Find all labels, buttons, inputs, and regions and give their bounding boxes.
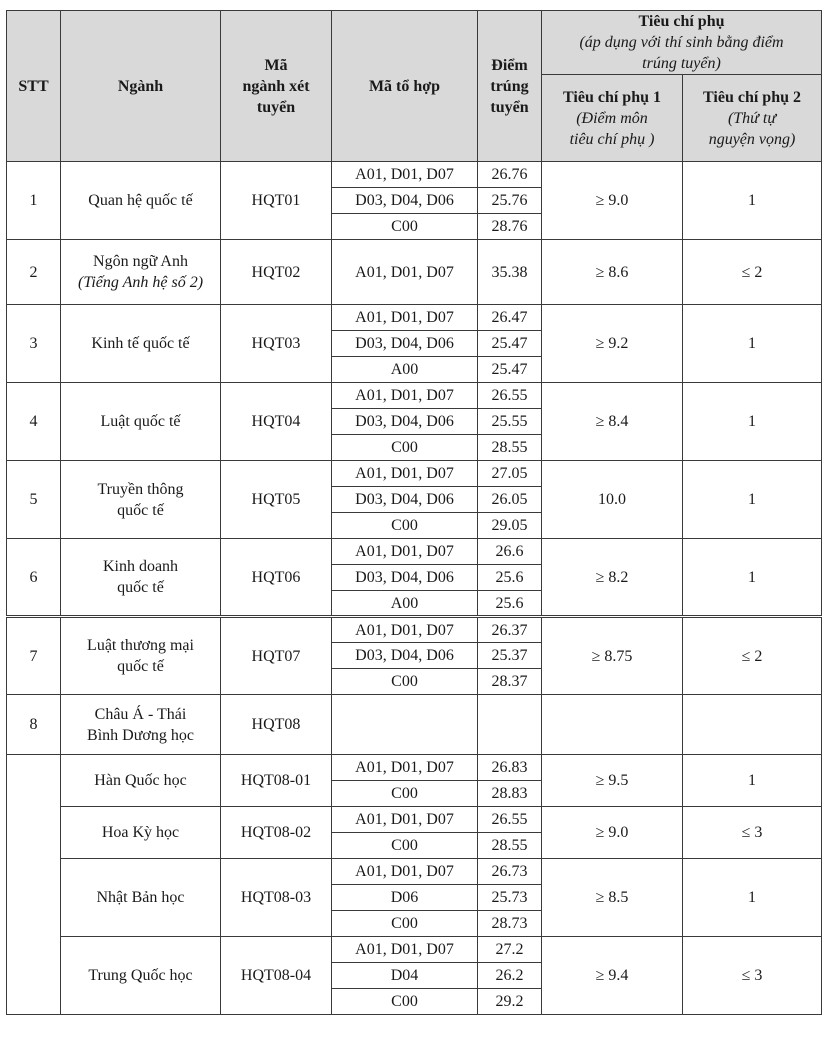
subject-group-cell: A01, D01, D07: [332, 539, 478, 565]
subject-group-cell: A00: [332, 591, 478, 617]
score-cell: 26.6: [478, 539, 542, 565]
major-name-line2: quốc tế: [117, 579, 164, 596]
score-cell: 26.73: [478, 859, 542, 885]
criterion-1-cell: ≥ 9.2: [542, 305, 683, 383]
stt-cell: 4: [7, 383, 61, 461]
stt-cell: 3: [7, 305, 61, 383]
header-tcp-note-line2: trúng tuyển): [642, 55, 721, 72]
major-name-line2: Bình Dương học: [87, 726, 194, 744]
criterion-2-cell: ≤ 3: [683, 807, 822, 859]
subject-group-cell: A01, D01, D07: [332, 240, 478, 305]
table-row: [7, 539, 822, 565]
header-to-hop: Mã tổ hợp: [332, 11, 478, 162]
table-row: [7, 755, 822, 781]
criterion-1-cell: ≥ 8.4: [542, 383, 683, 461]
header-ma-nganh-line1: Mã: [264, 56, 288, 74]
table-row: [7, 937, 822, 963]
major-name-line1: Luật thương mại: [87, 637, 194, 654]
criterion-2-cell: 1: [683, 461, 822, 539]
header-nganh: Ngành: [61, 11, 221, 162]
subject-group-cell: A01, D01, D07: [332, 937, 478, 963]
score-cell: 25.76: [478, 188, 542, 214]
subject-group-cell: D03, D04, D06: [332, 487, 478, 513]
criterion-2-cell: ≤ 3: [683, 937, 822, 1015]
criterion-1-cell: 10.0: [542, 461, 683, 539]
major-name-line1: Hàn Quốc học: [94, 772, 187, 789]
major-code-cell: HQT08-02: [221, 807, 332, 859]
table-header: [7, 11, 822, 162]
score-cell: 28.37: [478, 669, 542, 695]
major-code-cell: HQT03: [221, 305, 332, 383]
header-diem-line1: Điểm: [491, 56, 528, 74]
header-tcp-note-line1: (áp dụng với thí sinh bằng điểm: [579, 34, 784, 51]
score-cell: 29.2: [478, 989, 542, 1015]
subject-group-cell: A01, D01, D07: [332, 859, 478, 885]
stt-cell: 1: [7, 162, 61, 240]
score-cell: 28.83: [478, 781, 542, 807]
criterion-1-cell: ≥ 9.5: [542, 755, 683, 807]
major-code-cell: HQT08-01: [221, 755, 332, 807]
table-row: [7, 695, 822, 755]
subject-group-cell: [332, 695, 478, 755]
table-row: [7, 859, 822, 885]
score-cell: 25.55: [478, 409, 542, 435]
major-name-cell: [61, 383, 221, 461]
major-code-cell: HQT08-04: [221, 937, 332, 1015]
score-cell: 26.2: [478, 963, 542, 989]
subject-group-cell: D03, D04, D06: [332, 331, 478, 357]
header-ma-nganh-line3: tuyển: [256, 98, 296, 116]
major-code-cell: HQT04: [221, 383, 332, 461]
admission-scores-table: [6, 10, 822, 1015]
score-cell: 26.37: [478, 617, 542, 643]
subject-group-cell: C00: [332, 911, 478, 937]
major-name-cell: [61, 807, 221, 859]
major-name-line1: Kinh doanh: [102, 558, 179, 575]
admission-table-frame: [6, 10, 827, 1033]
major-name-line1: Ngôn ngữ Anh: [93, 253, 188, 270]
header-tcp1-sub-line1: (Điểm môn: [576, 109, 648, 127]
criterion-2-cell: [683, 695, 822, 755]
major-name-line2: (Tiếng Anh hệ số 2): [77, 274, 204, 291]
major-name-cell: [61, 937, 221, 1015]
subject-group-cell: A01, D01, D07: [332, 807, 478, 833]
major-name-line1: Hoa Kỳ học: [101, 824, 180, 841]
subject-group-cell: C00: [332, 214, 478, 240]
stt-cell: 8: [7, 695, 61, 755]
score-cell: 25.37: [478, 643, 542, 669]
major-name-line1: Châu Á - Thái: [94, 705, 187, 723]
subject-group-cell: A01, D01, D07: [332, 305, 478, 331]
major-name-line1: Trung Quốc học: [88, 967, 193, 984]
major-code-cell: HQT02: [221, 240, 332, 305]
table-row: [7, 162, 822, 188]
criterion-2-cell: ≤ 2: [683, 240, 822, 305]
header-tcp-title: Tiêu chí phụ: [638, 13, 725, 30]
header-tcp1-sub-line2: tiêu chí phụ ): [569, 130, 655, 148]
score-cell: 28.76: [478, 214, 542, 240]
header-stt: STT: [7, 11, 61, 162]
subject-group-cell: D03, D04, D06: [332, 188, 478, 214]
header-tcp2-title: Tiêu chí phụ 2: [703, 88, 801, 106]
criterion-1-cell: ≥ 8.5: [542, 859, 683, 937]
subject-group-cell: A01, D01, D07: [332, 617, 478, 643]
score-cell: 25.47: [478, 331, 542, 357]
table-row: [7, 383, 822, 409]
score-cell: 26.05: [478, 487, 542, 513]
major-code-cell: HQT08: [221, 695, 332, 755]
criterion-1-cell: ≥ 8.75: [542, 617, 683, 695]
table-row: [7, 305, 822, 331]
subject-group-cell: D03, D04, D06: [332, 565, 478, 591]
score-cell: 28.55: [478, 833, 542, 859]
header-tcp2-sub-line2: nguyện vọng): [708, 130, 796, 148]
score-cell: 26.55: [478, 383, 542, 409]
major-name-line2: quốc tế: [117, 658, 164, 675]
stt-cell: 5: [7, 461, 61, 539]
header-diem-line3: tuyển: [490, 98, 529, 116]
subject-group-cell: D03, D04, D06: [332, 643, 478, 669]
major-code-cell: HQT08-03: [221, 859, 332, 937]
stt-cell: 6: [7, 539, 61, 617]
stt-cell: 2: [7, 240, 61, 305]
major-code-cell: HQT01: [221, 162, 332, 240]
subject-group-cell: D06: [332, 885, 478, 911]
header-tcp1-title: Tiêu chí phụ 1: [563, 88, 661, 106]
table-row: [7, 617, 822, 643]
major-name-line1: Truyền thông: [97, 480, 184, 498]
stt-cell: 7: [7, 617, 61, 695]
score-cell: 25.47: [478, 357, 542, 383]
table-row: [7, 240, 822, 305]
criterion-2-cell: 1: [683, 305, 822, 383]
criterion-2-cell: 1: [683, 383, 822, 461]
criterion-1-cell: ≥ 9.4: [542, 937, 683, 1015]
major-name-line1: Kinh tế quốc tế: [91, 335, 190, 352]
header-tcp2-sub-line1: (Thứ tự: [727, 109, 777, 127]
score-cell: [478, 695, 542, 755]
table-row: [7, 807, 822, 833]
header-tieu-chi-phu-1: [542, 75, 683, 162]
criterion-2-cell: ≤ 2: [683, 617, 822, 695]
subject-group-cell: C00: [332, 989, 478, 1015]
criterion-1-cell: ≥ 9.0: [542, 162, 683, 240]
major-name-cell: [61, 162, 221, 240]
criterion-2-cell: 1: [683, 755, 822, 807]
header-ma-nganh: [221, 11, 332, 162]
subject-group-cell: A01, D01, D07: [332, 461, 478, 487]
score-cell: 35.38: [478, 240, 542, 305]
major-name-cell: [61, 461, 221, 539]
score-cell: 25.6: [478, 565, 542, 591]
header-diem: [478, 11, 542, 162]
subject-group-cell: C00: [332, 669, 478, 695]
score-cell: 25.73: [478, 885, 542, 911]
subject-group-cell: C00: [332, 513, 478, 539]
stt-cell: [7, 755, 61, 1015]
score-cell: 25.6: [478, 591, 542, 617]
major-name-cell: [61, 695, 221, 755]
header-diem-line2: trúng: [490, 77, 529, 95]
major-code-cell: HQT07: [221, 617, 332, 695]
criterion-2-cell: 1: [683, 162, 822, 240]
major-name-cell: [61, 617, 221, 695]
subject-group-cell: C00: [332, 781, 478, 807]
subject-group-cell: A01, D01, D07: [332, 383, 478, 409]
major-name-cell: [61, 539, 221, 617]
major-code-cell: HQT06: [221, 539, 332, 617]
criterion-2-cell: 1: [683, 539, 822, 617]
subject-group-cell: D03, D04, D06: [332, 409, 478, 435]
score-cell: 27.05: [478, 461, 542, 487]
header-ma-nganh-line2: ngành xét: [242, 77, 310, 95]
major-name-line1: Quan hệ quốc tế: [88, 192, 193, 209]
score-cell: 26.76: [478, 162, 542, 188]
criterion-1-cell: [542, 695, 683, 755]
major-code-cell: HQT05: [221, 461, 332, 539]
criterion-1-cell: ≥ 8.2: [542, 539, 683, 617]
subject-group-cell: A01, D01, D07: [332, 162, 478, 188]
table-body: [7, 162, 822, 1015]
major-name-line1: Nhật Bản học: [96, 889, 185, 906]
header-tieu-chi-phu-2: [683, 75, 822, 162]
criterion-1-cell: ≥ 8.6: [542, 240, 683, 305]
score-cell: 29.05: [478, 513, 542, 539]
score-cell: 27.2: [478, 937, 542, 963]
score-cell: 28.55: [478, 435, 542, 461]
criterion-2-cell: 1: [683, 859, 822, 937]
major-name-cell: [61, 305, 221, 383]
major-name-line2: quốc tế: [117, 501, 164, 519]
subject-group-cell: A00: [332, 357, 478, 383]
major-name-cell: [61, 859, 221, 937]
score-cell: 26.55: [478, 807, 542, 833]
subject-group-cell: C00: [332, 435, 478, 461]
major-name-cell: [61, 240, 221, 305]
table-row: [7, 461, 822, 487]
score-cell: 28.73: [478, 911, 542, 937]
subject-group-cell: A01, D01, D07: [332, 755, 478, 781]
criterion-1-cell: ≥ 9.0: [542, 807, 683, 859]
subject-group-cell: D04: [332, 963, 478, 989]
score-cell: 26.47: [478, 305, 542, 331]
major-name-line1: Luật quốc tế: [100, 413, 181, 430]
header-tieu-chi-phu: [542, 11, 822, 75]
score-cell: 26.83: [478, 755, 542, 781]
subject-group-cell: C00: [332, 833, 478, 859]
major-name-cell: [61, 755, 221, 807]
